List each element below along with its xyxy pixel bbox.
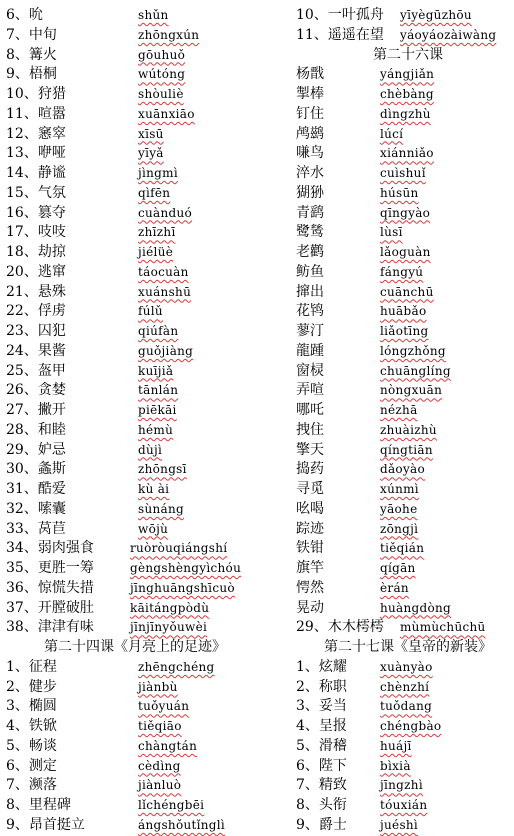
vocab-row	[296, 6, 510, 26]
vocab-pinyin: chènzhí	[380, 679, 430, 694]
vocab-row	[6, 322, 284, 342]
vocab-word: 22、俘虏	[6, 303, 66, 320]
vocab-word: 窗棂	[296, 362, 324, 379]
vocab-word: 18、劫掠	[6, 244, 66, 260]
vocab-pinyin: xīsū	[138, 126, 164, 141]
vocab-pinyin: cèdìng	[138, 758, 181, 773]
vocab-word: 9、昂首挺立	[6, 816, 85, 833]
vocab-word: 6、陛下	[296, 757, 347, 774]
vocab-word: 嗛鸟	[296, 145, 324, 162]
vocab-pinyin: qìfēn	[138, 185, 171, 200]
vocab-pinyin: kuījiǎ	[138, 363, 174, 378]
vocab-pinyin: zhīzhī	[138, 225, 176, 240]
vocab-pinyin: tuǒyuán	[138, 699, 190, 714]
vocab-pinyin: yángjiǎn	[380, 67, 435, 82]
vocab-pinyin: dìngzhù	[380, 106, 431, 121]
vocab-row	[6, 164, 284, 184]
vocab-row	[296, 125, 510, 145]
vocab-word: 13、咿哑	[6, 145, 66, 162]
vocab-word: 7、中旬	[6, 26, 57, 43]
vocab-pinyin: shòuliè	[138, 87, 184, 101]
vocab-word: 9、爵士	[296, 816, 347, 833]
vocab-pinyin: bìxià	[380, 758, 411, 773]
vocab-pinyin: chàngtán	[138, 738, 198, 753]
vocab-word: 吆喝	[296, 500, 324, 517]
vocab-row	[296, 243, 510, 263]
vocab-row	[296, 164, 510, 184]
vocab-word: 7、濒落	[6, 777, 57, 794]
vocab-row	[296, 26, 510, 46]
vocab-word: 9、梧桐	[6, 66, 57, 83]
vocab-pinyin: juéshì	[380, 817, 419, 832]
vocab-pinyin: dǎoyào	[380, 462, 426, 477]
vocab-row	[6, 105, 284, 125]
vocab-pinyin: huābǎo	[380, 304, 427, 319]
vocab-pinyin: qíngtiān	[380, 442, 433, 457]
vocab-pinyin: qígān	[380, 561, 416, 575]
vocab-row	[296, 105, 510, 125]
vocab-word: 10、狩猎	[6, 86, 66, 102]
vocab-pinyin: táocuàn	[138, 264, 189, 279]
vocab-word: 擎天	[296, 441, 324, 458]
vocab-word: 11、喧嚣	[6, 105, 66, 122]
vocab-row	[296, 559, 510, 579]
vocab-word: 29、木木樗樗	[296, 619, 384, 636]
vocab-word: 蓼汀	[296, 323, 324, 339]
vocab-word: 34、弱肉强食	[6, 540, 94, 557]
vocab-pinyin: hémù	[138, 422, 174, 437]
vocab-word: 20、逃窜	[6, 263, 66, 280]
vocab-row	[6, 697, 284, 717]
vocab-row	[6, 362, 284, 382]
vocab-pinyin: gōuhuǒ	[138, 47, 186, 62]
vocab-word: 25、盔甲	[6, 362, 66, 379]
vocab-pinyin: kāitángpòdù	[130, 600, 210, 615]
vocab-word: 晃动	[296, 599, 324, 616]
vocab-pinyin: ángshǒutǐnglì	[138, 817, 226, 832]
vocab-word: 24、果酱	[6, 342, 66, 359]
vocab-word: 6、吮	[6, 7, 43, 23]
vocab-row	[296, 381, 510, 401]
vocab-pinyin: zōngjì	[380, 521, 419, 536]
vocab-word: 29、妒忌	[6, 441, 66, 458]
vocab-pinyin: húsūn	[380, 185, 419, 200]
vocab-row	[6, 223, 284, 243]
vocab-row	[6, 125, 284, 145]
vocab-row	[296, 441, 510, 461]
vocab-row	[6, 678, 284, 698]
vocab-word: 捣药	[296, 461, 324, 478]
vocab-pinyin: zhōngxún	[138, 27, 200, 42]
vocab-row	[6, 480, 284, 500]
vocab-word: 鲂鱼	[296, 263, 324, 280]
vocab-row	[6, 579, 284, 599]
vocab-row	[296, 618, 510, 638]
vocab-word: 龍踵	[296, 342, 324, 359]
vocab-row	[296, 85, 510, 105]
vocab-pinyin: yīyǎ	[138, 146, 164, 161]
vocab-pinyin: cuànduó	[138, 205, 193, 220]
vocab-pinyin: nòngxuān	[380, 383, 443, 398]
vocab-row	[296, 263, 510, 283]
vocab-row	[296, 184, 510, 204]
vocab-row	[6, 441, 284, 461]
vocab-pinyin: xúnmì	[380, 482, 419, 496]
vocab-pinyin: shǔn	[138, 8, 169, 22]
vocab-row	[6, 796, 284, 816]
vocab-word: 4、呈报	[296, 718, 347, 734]
vocab-word: 弄喧	[296, 382, 324, 399]
vocab-word: 11、遥遥在望	[296, 26, 384, 43]
vocab-row	[296, 520, 510, 540]
vocab-row	[296, 599, 510, 619]
vocab-word: 杨戬	[296, 66, 324, 83]
vocab-row	[296, 362, 510, 382]
vocab-word: 1、炫耀	[296, 658, 347, 675]
vocab-row	[6, 184, 284, 204]
vocab-row	[296, 678, 510, 698]
vocab-row	[296, 223, 510, 243]
vocab-pinyin: sùnáng	[138, 501, 184, 516]
vocab-word: 3、妥当	[296, 698, 347, 715]
vocab-word: 花鸨	[296, 303, 324, 320]
vocab-row	[296, 302, 510, 322]
vocab-row	[6, 776, 284, 796]
vocab-pinyin: lǎoguàn	[380, 245, 431, 259]
vocab-pinyin: huàngdòng	[380, 600, 452, 615]
vocab-word: 2、健步	[6, 678, 57, 695]
vocab-row	[296, 65, 510, 85]
vocab-row	[6, 204, 284, 224]
vocab-word: 36、惊慌失措	[6, 579, 94, 596]
vocab-pinyin: tóuxián	[380, 798, 428, 812]
vocab-row	[6, 559, 284, 579]
vocab-row	[296, 697, 510, 717]
vocab-row	[296, 421, 510, 441]
vocab-row	[6, 85, 284, 105]
vocab-pinyin: xuānxiāo	[138, 106, 195, 121]
lesson-24-heading: 第二十四课《月亮上的足迹》	[44, 639, 226, 655]
vocab-pinyin: gèngshèngyìchóu	[130, 561, 242, 575]
vocab-word: 猢狲	[296, 184, 324, 201]
vocab-row	[296, 342, 510, 362]
vocab-pinyin: tānlán	[138, 383, 179, 398]
vocab-pinyin: dùjì	[138, 442, 163, 457]
vocab-word: 青鹞	[296, 204, 324, 221]
vocab-pinyin: yáoyáozàiwàng	[400, 27, 497, 42]
vocab-word: 8、头衔	[296, 797, 347, 813]
vocab-pinyin: mùmùchūchū	[400, 620, 486, 635]
vocab-word: 4、铁锨	[6, 718, 57, 734]
vocab-row	[6, 717, 284, 737]
vocab-row	[6, 283, 284, 303]
vocab-word: 鹭鸶	[296, 224, 324, 241]
vocab-pinyin: zhōngsī	[138, 462, 187, 477]
vocab-pinyin: wútóng	[138, 67, 186, 82]
vocab-row	[296, 460, 510, 480]
vocab-row	[6, 816, 284, 836]
vocab-row	[296, 737, 510, 757]
vocab-row	[296, 401, 510, 421]
vocab-word: 7、精致	[296, 777, 347, 794]
left-column	[6, 6, 284, 836]
vocab-word: 老鹳	[296, 244, 324, 260]
vocab-row	[6, 757, 284, 777]
lesson-27-heading: 第二十七课《皇帝的新装》	[324, 639, 492, 655]
vocab-pinyin: tiěqián	[380, 541, 425, 556]
vocab-word: 掣棒	[296, 86, 324, 102]
vocab-word: 8、篝火	[6, 46, 57, 63]
vocab-row	[6, 381, 284, 401]
vocab-pinyin: zhēngchéng	[138, 659, 215, 674]
vocab-pinyin: wōjù	[138, 521, 169, 536]
vocab-pinyin: jìngmì	[138, 166, 178, 180]
vocab-pinyin: jiànluò	[138, 778, 182, 793]
vocab-row	[6, 6, 284, 26]
vocab-word: 21、悬殊	[6, 283, 66, 300]
vocab-row	[296, 796, 510, 816]
vocab-word: 愕然	[296, 579, 324, 596]
vocab-row	[296, 500, 510, 520]
vocab-pinyin: kù ài	[138, 482, 170, 496]
vocab-row	[6, 26, 284, 46]
vocab-row	[296, 717, 510, 737]
vocab-row	[296, 480, 510, 500]
vocab-word: 鸬鹚	[296, 125, 324, 142]
vocab-word: 寻觅	[296, 481, 324, 497]
vocab-word: 38、津津有味	[6, 619, 94, 636]
vocab-word: 淬水	[296, 165, 324, 181]
lesson-26-vocab-list	[296, 65, 510, 638]
vocab-word: 33、莴苣	[6, 520, 66, 537]
vocab-word: 27、撇开	[6, 402, 66, 418]
vocab-pinyin: tuǒdang	[380, 699, 433, 714]
vocab-pinyin: jīnghuāngshīcuò	[130, 580, 235, 595]
vocab-word: 拽住	[296, 421, 324, 438]
vocab-row	[6, 263, 284, 283]
vocab-word: 3、椭圆	[6, 698, 57, 715]
vocab-word: 6、测定	[6, 757, 57, 774]
vocab-row	[6, 618, 284, 638]
vocab-pinyin: tiěqiāo	[138, 719, 182, 733]
vocab-word: 2、称职	[296, 678, 347, 695]
vocab-row	[6, 421, 284, 441]
vocab-pinyin: qīngyào	[380, 205, 431, 220]
vocab-pinyin: yīyègūzhōu	[400, 8, 472, 22]
vocab-word: 26、贪婪	[6, 382, 66, 399]
vocab-word: 16、篡夺	[6, 204, 66, 221]
vocab-word: 32、嗦囊	[6, 500, 66, 517]
vocab-row	[296, 144, 510, 164]
vocab-pinyin: lúcí	[380, 126, 404, 141]
vocab-word: 17、吱吱	[6, 224, 66, 241]
vocab-word: 铁钳	[296, 540, 324, 557]
lesson-26-heading: 第二十六课	[373, 46, 443, 63]
vocab-pinyin: jiélüè	[138, 245, 174, 259]
vocab-pinyin: piēkāi	[138, 403, 177, 417]
vocab-row	[6, 500, 284, 520]
vocab-row	[6, 401, 284, 421]
vocab-word: 37、开膛破肚	[6, 599, 94, 616]
vocab-word: 10、一叶孤舟	[296, 7, 384, 23]
vocab-row	[6, 460, 284, 480]
vocab-row	[296, 579, 510, 599]
vocab-pinyin: qiúfàn	[138, 324, 179, 338]
lesson-24-vocab-list	[6, 658, 284, 836]
vocab-word: 23、囚犯	[6, 323, 66, 339]
vocab-pinyin: huájī	[380, 738, 412, 753]
vocab-pinyin: zhuàizhù	[380, 422, 437, 437]
vocab-pinyin: èrán	[380, 580, 409, 595]
vocab-pinyin: fángyú	[380, 264, 424, 279]
vocab-pinyin: lóngzhǒng	[380, 343, 446, 358]
vocab-word: 旗竿	[296, 560, 324, 576]
vocab-pinyin: cuānchū	[380, 284, 434, 299]
vocab-word: 哪吒	[296, 402, 324, 418]
vocab-pinyin: fúlǔ	[138, 304, 163, 319]
right-column	[296, 6, 510, 836]
vocab-pinyin: xuànyào	[380, 659, 433, 674]
lesson-27-vocab-list	[296, 658, 510, 836]
vocab-row	[6, 243, 284, 263]
right-vocab-list-top	[296, 6, 510, 46]
vocab-pinyin: jīnjīnyǒuwèi	[130, 620, 208, 635]
vocab-pinyin: yāohe	[380, 501, 418, 516]
vocab-row	[6, 737, 284, 757]
vocab-row	[296, 816, 510, 836]
vocab-word: 5、畅谈	[6, 737, 57, 754]
vocab-row	[6, 599, 284, 619]
vocab-row	[296, 658, 510, 678]
vocab-row	[6, 658, 284, 678]
vocab-pinyin: xiánniǎo	[380, 146, 434, 161]
vocab-pinyin: chèbàng	[380, 87, 434, 101]
vocab-row	[6, 46, 284, 66]
vocab-word: 30、螽斯	[6, 461, 66, 478]
vocab-pinyin: nézhā	[380, 403, 418, 417]
vocab-pinyin: chéngbào	[380, 719, 442, 733]
vocab-pinyin: liǎotīng	[380, 324, 429, 338]
vocab-word: 15、气氛	[6, 184, 66, 201]
vocab-pinyin: lǐchéngbēi	[138, 798, 205, 812]
vocab-word: 踪迹	[296, 520, 324, 537]
vocab-word: 12、窸窣	[6, 125, 66, 142]
vocab-word: 35、更胜一筹	[6, 560, 94, 576]
vocab-row	[6, 65, 284, 85]
vocab-word: 1、征程	[6, 658, 57, 675]
vocab-row	[296, 539, 510, 559]
vocab-pinyin: xuánshū	[138, 284, 192, 299]
vocab-row	[296, 757, 510, 777]
vocab-row	[296, 322, 510, 342]
vocab-word: 28、和睦	[6, 421, 66, 438]
vocab-word: 钉住	[296, 105, 324, 122]
vocab-pinyin: jiànbù	[138, 679, 178, 694]
vocab-pinyin: ruòròuqiángshí	[130, 541, 228, 556]
vocab-pinyin: lùsī	[380, 225, 403, 240]
vocab-row	[6, 520, 284, 540]
vocab-row	[296, 776, 510, 796]
vocab-word: 8、里程碑	[6, 797, 71, 813]
vocab-row	[296, 204, 510, 224]
vocab-pinyin: guǒjiàng	[138, 343, 194, 358]
vocab-word: 撺出	[296, 283, 324, 300]
vocab-row	[6, 539, 284, 559]
vocab-word: 14、静谧	[6, 165, 66, 181]
vocab-word: 31、酷爱	[6, 481, 66, 497]
vocab-pinyin: jīngzhì	[380, 778, 423, 793]
vocab-pinyin: cuìshuǐ	[380, 166, 426, 180]
vocab-row	[6, 144, 284, 164]
vocab-word: 5、滑稽	[296, 737, 347, 754]
vocab-row	[6, 342, 284, 362]
vocab-row	[6, 302, 284, 322]
vocab-pinyin: chuānglíng	[380, 363, 451, 378]
vocab-row	[296, 283, 510, 303]
left-vocab-list	[6, 6, 284, 638]
